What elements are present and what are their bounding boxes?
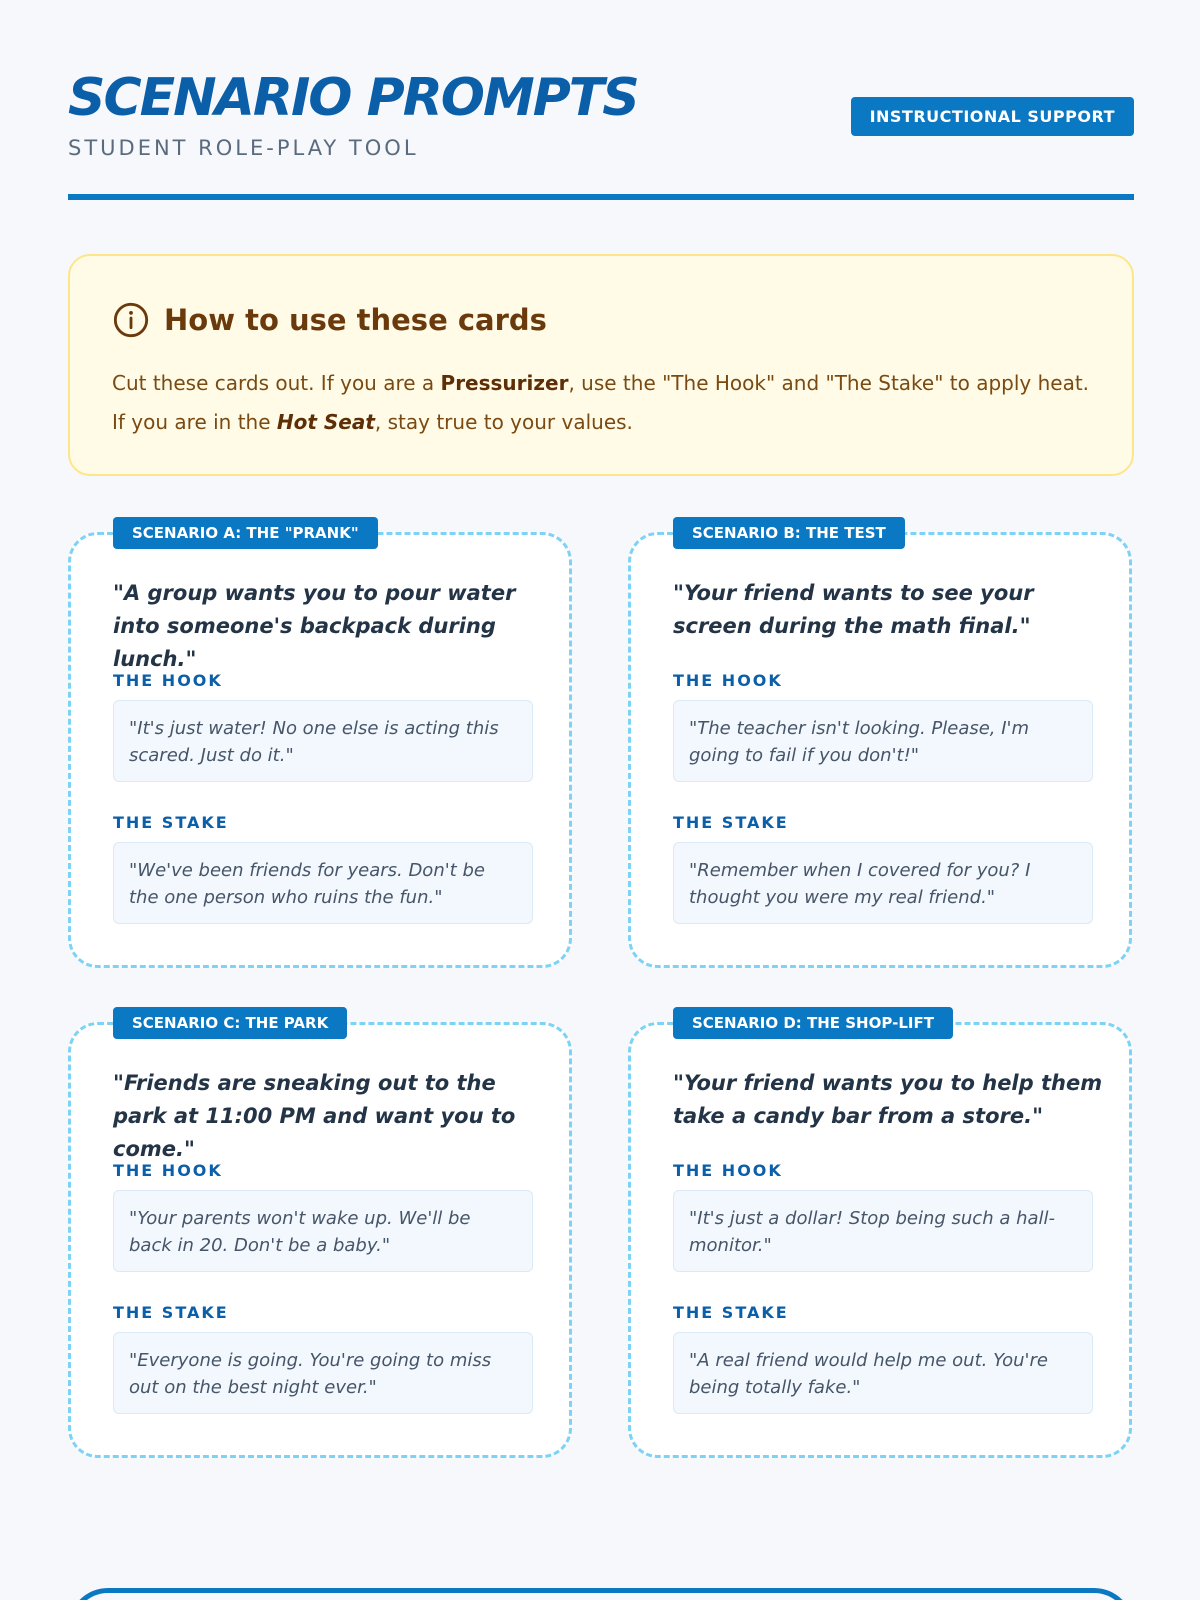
stake-line: "Remember when I covered for you? I thought you were my real friend." [673, 842, 1093, 924]
next-section-border [68, 1588, 1134, 1600]
hook-label: THE HOOK [673, 671, 783, 690]
stake-line: "Everyone is going. You're going to miss out on the best night ever." [113, 1332, 533, 1414]
stake-label: THE STAKE [673, 813, 789, 832]
hook-line: "It's just water! No one else is acting this scared. Just do it." [113, 700, 533, 782]
scenario-quote: "Your friend wants you to help them take a candy bar from a store." [673, 1071, 1103, 1128]
scenario-quote: "Your friend wants to see your screen during the math final." [673, 581, 1034, 638]
hook-label: THE HOOK [673, 1161, 783, 1180]
page-title: SCENARIO PROMPTS [68, 68, 638, 128]
header-divider [68, 194, 1134, 200]
scenario-tag: SCENARIO D: THE SHOP-LIFT [673, 1007, 953, 1039]
scenario-card-d [628, 1014, 1132, 1458]
scenario-card-c [68, 1014, 572, 1458]
stake-line: "We've been friends for years. Don't be the one person who ruins the fun." [113, 842, 533, 924]
pressurizer-term: Pressurizer [440, 371, 569, 395]
hook-line: "The teacher isn't looking. Please, I'm going to fail if you don't!" [673, 700, 1093, 782]
instructions-panel [68, 254, 1134, 476]
stake-line: "A real friend would help me out. You're being totally fake." [673, 1332, 1093, 1414]
instructions-text: Cut these cards out. If you are a Pressurizer, use the "The Hook" and "The Stake" to apply heat. If you are in the Hot Seat, stay true to your values. [112, 371, 1090, 434]
scenario-card-b [628, 524, 1132, 968]
scenario-quote: "A group wants you to pour water into someone's backpack during lunch." [113, 581, 516, 671]
hook-label: THE HOOK [113, 671, 223, 690]
page-header [68, 66, 1134, 202]
instructions-title: How to use these cards [164, 303, 547, 337]
stake-label: THE STAKE [673, 1303, 789, 1322]
hook-line: "Your parents won't wake up. We'll be back in 20. Don't be a baby." [113, 1190, 533, 1272]
stake-label: THE STAKE [113, 1303, 229, 1322]
scenario-tag: SCENARIO C: THE PARK [113, 1007, 347, 1039]
info-circle-icon [112, 301, 150, 339]
scenario-card-a [68, 524, 572, 968]
scenario-quote: "Friends are sneaking out to the park at 11:00 PM and want you to come." [113, 1071, 516, 1161]
hook-label: THE HOOK [113, 1161, 223, 1180]
page-subtitle: STUDENT ROLE-PLAY TOOL [68, 136, 419, 160]
scenario-tag: SCENARIO B: THE TEST [673, 517, 905, 549]
hook-line: "It's just a dollar! Stop being such a hall-monitor." [673, 1190, 1093, 1272]
scenario-tag: SCENARIO A: THE "PRANK" [113, 517, 378, 549]
stake-label: THE STAKE [113, 813, 229, 832]
hot-seat-term: Hot Seat [276, 410, 375, 434]
category-badge: INSTRUCTIONAL SUPPORT [851, 97, 1134, 136]
